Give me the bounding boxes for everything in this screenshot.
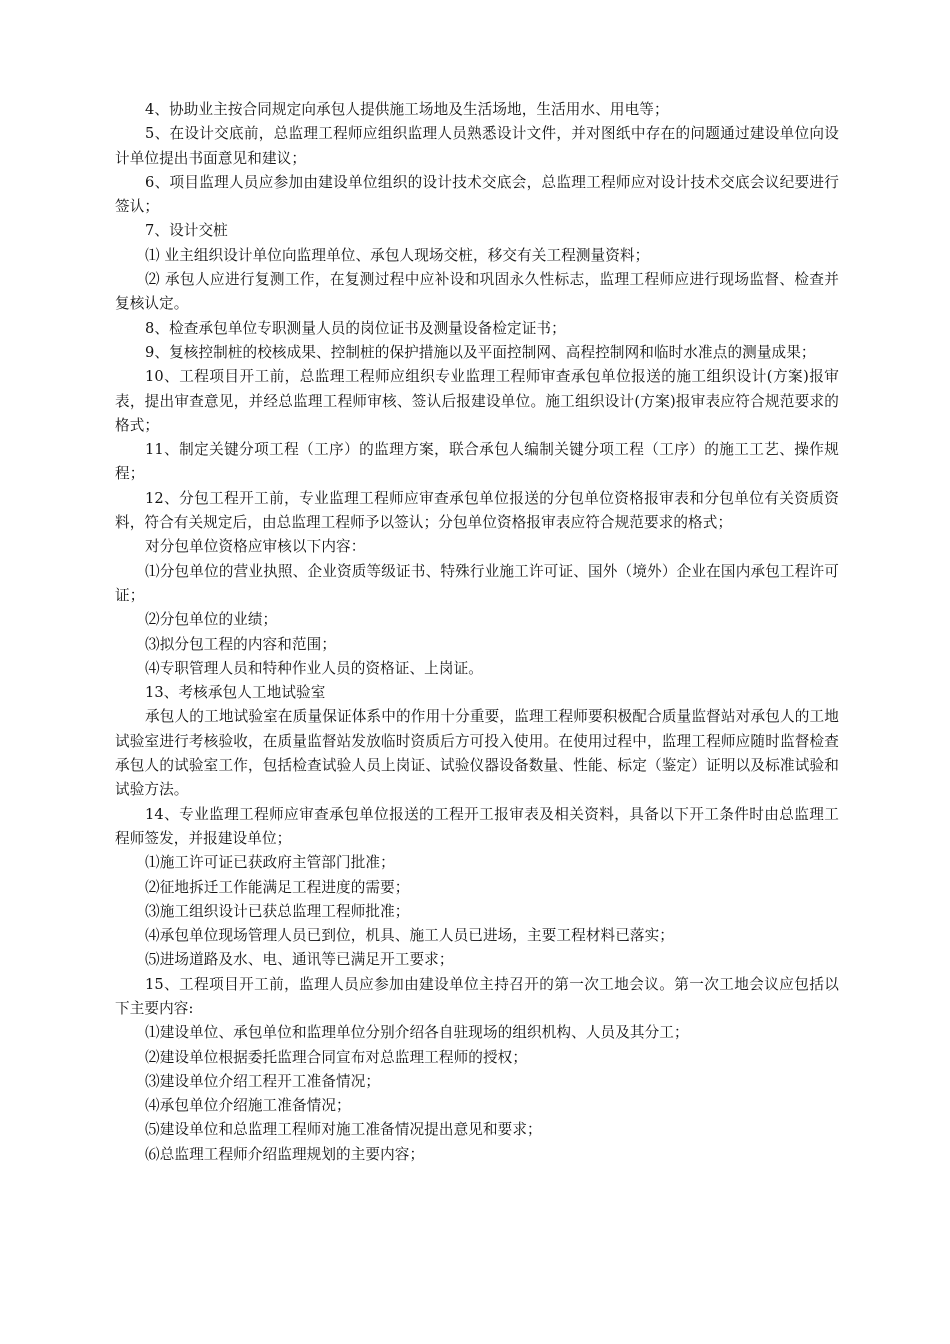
- paragraph-subcontractor-review-2: ⑵分包单位的业绩；: [145, 611, 278, 629]
- paragraph-start-condition-3: ⑶施工组织设计已获总监理工程师批准；: [145, 902, 410, 920]
- paragraph-subcontractor-review-3: ⑶拟分包工程的内容和范围；: [145, 635, 337, 653]
- paragraph-meeting-content-6: ⑹总监理工程师介绍监理规划的主要内容；: [145, 1145, 425, 1163]
- paragraph-item-8: 8、检查承包单位专职测量人员的岗位证书及测量设备检定证书；: [145, 319, 566, 337]
- paragraph-item-7-sub-1: ⑴ 业主组织设计单位向监理单位、承包人现场交桩，移交有关工程测量资料；: [145, 246, 650, 264]
- paragraph-item-15: 15、工程项目开工前，监理人员应参加由建设单位主持召开的第一次工地会议。第一次工地会议应包括以下主要内容:: [115, 975, 839, 1017]
- paragraph-subcontractor-review-4: ⑷专职管理人员和特种作业人员的资格证、上岗证。: [145, 659, 483, 677]
- paragraph-item-13-body: 承包人的工地试验室在质量保证体系中的作用十分重要，监理工程师要积极配合质量监督站对承包人的工地试验室进行考核验收，在质量监督站发放临时资质后方可投入使用。在使用过程中，监理工程师应随时监督检查承包人的试验室工作，包括检查试验人员上岗证、试验仪器设备数量、性能、标定（鉴定）证明以及标准试验和试验方法。: [115, 708, 839, 799]
- paragraph-item-7-heading: 7、设计交桩: [145, 222, 228, 240]
- paragraph-subcontractor-review-1: ⑴分包单位的营业执照、企业资质等级证书、特殊行业施工许可证、国外（境外）企业在国内承包工程许可证；: [115, 562, 839, 604]
- paragraph-item-9: 9、复核控制桩的校核成果、控制桩的保护措施以及平面控制网、高程控制网和临时水准点的测量成果；: [145, 343, 816, 361]
- paragraph-item-12: 12、分包工程开工前，专业监理工程师应审查承包单位报送的分包单位资格报审表和分包单位有关资质资料，符合有关规定后，由总监理工程师予以签认；分包单位资格报审表应符合规范要求的格式；: [115, 489, 839, 532]
- paragraph-subcontractor-review-intro: 对分包单位资格应审核以下内容：: [145, 538, 366, 556]
- paragraph-start-condition-5: ⑸进场道路及水、电、通讯等已满足开工要求；: [145, 951, 454, 969]
- paragraph-meeting-content-2: ⑵建设单位根据委托监理合同宣布对总监理工程师的授权；: [145, 1048, 528, 1066]
- document-page: [115, 98, 839, 1167]
- paragraph-item-6: 6、项目监理人员应参加由建设单位组织的设计技术交底会，总监理工程师应对设计技术交底会议纪要进行签认；: [115, 173, 839, 216]
- paragraph-start-condition-2: ⑵征地拆迁工作能满足工程进度的需要；: [145, 878, 410, 896]
- paragraph-item-11: 11、制定关键分项工程（工序）的监理方案，联合承包人编制关键分项工程（工序）的施工工艺、操作规程；: [115, 441, 839, 483]
- paragraph-meeting-content-4: ⑷承包单位介绍施工准备情况；: [145, 1097, 351, 1115]
- paragraph-start-condition-1: ⑴施工许可证已获政府主管部门批准；: [145, 854, 395, 872]
- paragraph-item-5: 5、在设计交底前，总监理工程师应组织监理人员熟悉设计文件，并对图纸中存在的问题通过建设单位向设计单位提出书面意见和建议；: [115, 125, 839, 167]
- paragraph-start-condition-4: ⑷承包单位现场管理人员已到位，机具、施工人员已进场，主要工程材料已落实；: [145, 927, 674, 945]
- paragraph-meeting-content-1: ⑴建设单位、承包单位和监理单位分别介绍各自驻现场的组织机构、人员及其分工；: [145, 1024, 689, 1042]
- paragraph-item-13-heading: 13、考核承包人工地试验室: [145, 684, 326, 702]
- paragraph-item-14: 14、专业监理工程师应审查承包单位报送的工程开工报审表及相关资料，具备以下开工条件时由总监理工程师签发，并报建设单位；: [115, 805, 839, 847]
- paragraph-meeting-content-3: ⑶建设单位介绍工程开工准备情况；: [145, 1072, 381, 1090]
- paragraph-meeting-content-5: ⑸建设单位和总监理工程师对施工准备情况提出意见和要求；: [145, 1121, 542, 1139]
- paragraph-item-4: 4、协助业主按合同规定向承包人提供施工场地及生活场地，生活用水、用电等；: [145, 101, 669, 118]
- paragraph-item-7-sub-2: ⑵ 承包人应进行复测工作，在复测过程中应补设和巩固永久性标志，监理工程师应进行现场监督、检查并复核认定。: [115, 271, 839, 313]
- paragraph-item-10: 10、工程项目开工前，总监理工程师应组织专业监理工程师审查承包单位报送的施工组织设计(方案)报审表，提出审查意见，并经总监理工程师审核、签认后报建设单位。施工组织设计(方案)报审表应符合规范要求的格式；: [115, 368, 839, 434]
